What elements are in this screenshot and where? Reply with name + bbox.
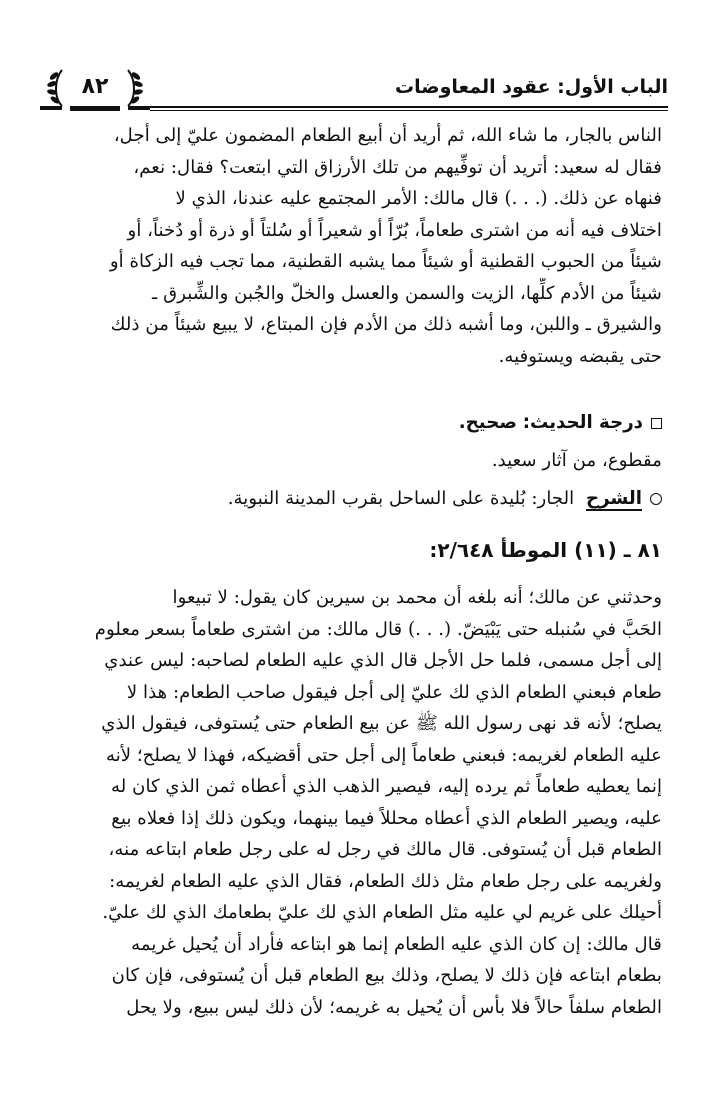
text-line: الطعام سلفاً حالاً فلا بأس أن يُحيل به غريمه؛ لأن ذلك ليس ببيع، ولا يحل: [126, 996, 662, 1018]
top-paragraph: [48, 120, 662, 372]
text-line: أحيلك على غريم لي عليه مثل الطعام الذي لك عليّ بطعامك الذي لك عليّ.: [102, 902, 662, 923]
sharh-note: [48, 480, 662, 518]
source-note: مقطوع، من آثار سعيد.: [491, 450, 662, 471]
text-line: ولغريمه على رجل طعام مثل ذلك الطعام، فقال الذي عليه الطعام لغريمه:: [109, 870, 662, 892]
text-line: اختلاف فيه أنه من اشترى طعاماً، بُرّاً أو شعيراً أو سُلتاً أو ذرة أو دُخناً، أو: [127, 219, 662, 241]
sharh-label: الشرح: [586, 488, 642, 509]
text-line: إلى أجل مسمى، فلما حل الأجل قال الذي عليه الطعام لصاحبه: ليس عندي: [104, 650, 662, 671]
text-line: الحَبَّ في سُنبله حتى يَبْيَضّ. (. . .) قال مالك: من اشترى طعاماً بسعر معلوم: [94, 618, 662, 640]
page-number-ornament: [40, 66, 150, 112]
text-line: قال مالك: إن كان الذي عليه الطعام إنما هو ابتاعه فأراد أن يُحيل غريمه: [131, 933, 662, 955]
grade-value: صحيح.: [458, 412, 517, 433]
text-line: بطعام ابتاعه فإن ذلك لا يصلح، وذلك بيع الطعام قبل أن يُستوفى، فإن كان: [111, 965, 662, 986]
text-line: طعام فبعني الطعام الذي لك عليّ إلى أجل فيقول صاحب الطعام: هذا لا: [126, 681, 662, 703]
text-line: فقال له سعيد: أتريد أن توفِّيهم من تلك الأرزاق التي ابتعت؟ فقال: نعم،: [133, 156, 662, 178]
text-line: شيئاً من الحبوب القطنية أو شيئاً مما يشبه القطنية، مما تجب فيه الزكاة أو: [109, 251, 662, 272]
text-line: الطعام قبل أن يُستوفى. قال مالك في رجل له على رجل طعام ابتاعه منه،: [108, 839, 662, 860]
text-line: عليه الطعام لغريمه: فبعني طعاماً إلى أجل حتى أقضيكه، فهذا لا يصلح؛ لأنه: [105, 744, 662, 766]
page-header: [40, 66, 668, 110]
text-line: فنهاه عن ذلك. (. . .) قال مالك: الأمر المجتمع عليه عندنا، الذي لا: [175, 188, 662, 209]
bottom-paragraph: [48, 582, 662, 1023]
square-bullet-icon: [651, 418, 662, 429]
notes-block: [48, 404, 662, 518]
page-number: ٨٢: [81, 74, 109, 99]
text-line: والشيرق ـ واللبن، وما أشبه ذلك من الأدم فإن المبتاع، لا يبيع شيئاً من ذلك: [110, 314, 662, 335]
text-line: عليه، ويصير الطعام الذي أعطاه محللاً فيما بينهما، ويكون ذلك إذا فعلاه بيع: [111, 807, 662, 829]
text-line: شيئاً من الأدم كلِّها، الزيت والسمن والعسل والخلّ والجُبن والشِّبرق ـ: [152, 282, 662, 304]
text-line: الناس بالجار، ما شاء الله، ثم أريد أن أبيع الطعام المضمون عليّ إلى أجل،: [113, 125, 662, 146]
text-line: يصلح؛ لأنه قد نهى رسول الله ﷺ عن بيع الطعام حتى يُستوفى، فيقول الذي: [101, 713, 662, 734]
chapter-title: الباب الأول: عقود المعاوضات: [395, 76, 668, 98]
text-line: وحدثني عن مالك؛ أنه بلغه أن محمد بن سيرين كان يقول: لا تبيعوا: [172, 587, 662, 608]
circle-bullet-icon: [650, 493, 662, 505]
grade-label: درجة الحديث:: [522, 412, 643, 433]
text-line: إنما يعطيه طعاماً ثم يرده إليه، فيصير الذهب الذي أعطاه ثمن الذي كان له: [111, 776, 662, 797]
hadith-grade: [48, 404, 662, 442]
section-heading: ٨١ ـ (١١) الموطأ ٢/٦٤٨:: [429, 538, 662, 562]
sharh-text: الجار: بُليدة على الساحل بقرب المدينة النبوية.: [227, 488, 575, 509]
text-line: حتى يقبضه ويستوفيه.: [498, 345, 662, 367]
